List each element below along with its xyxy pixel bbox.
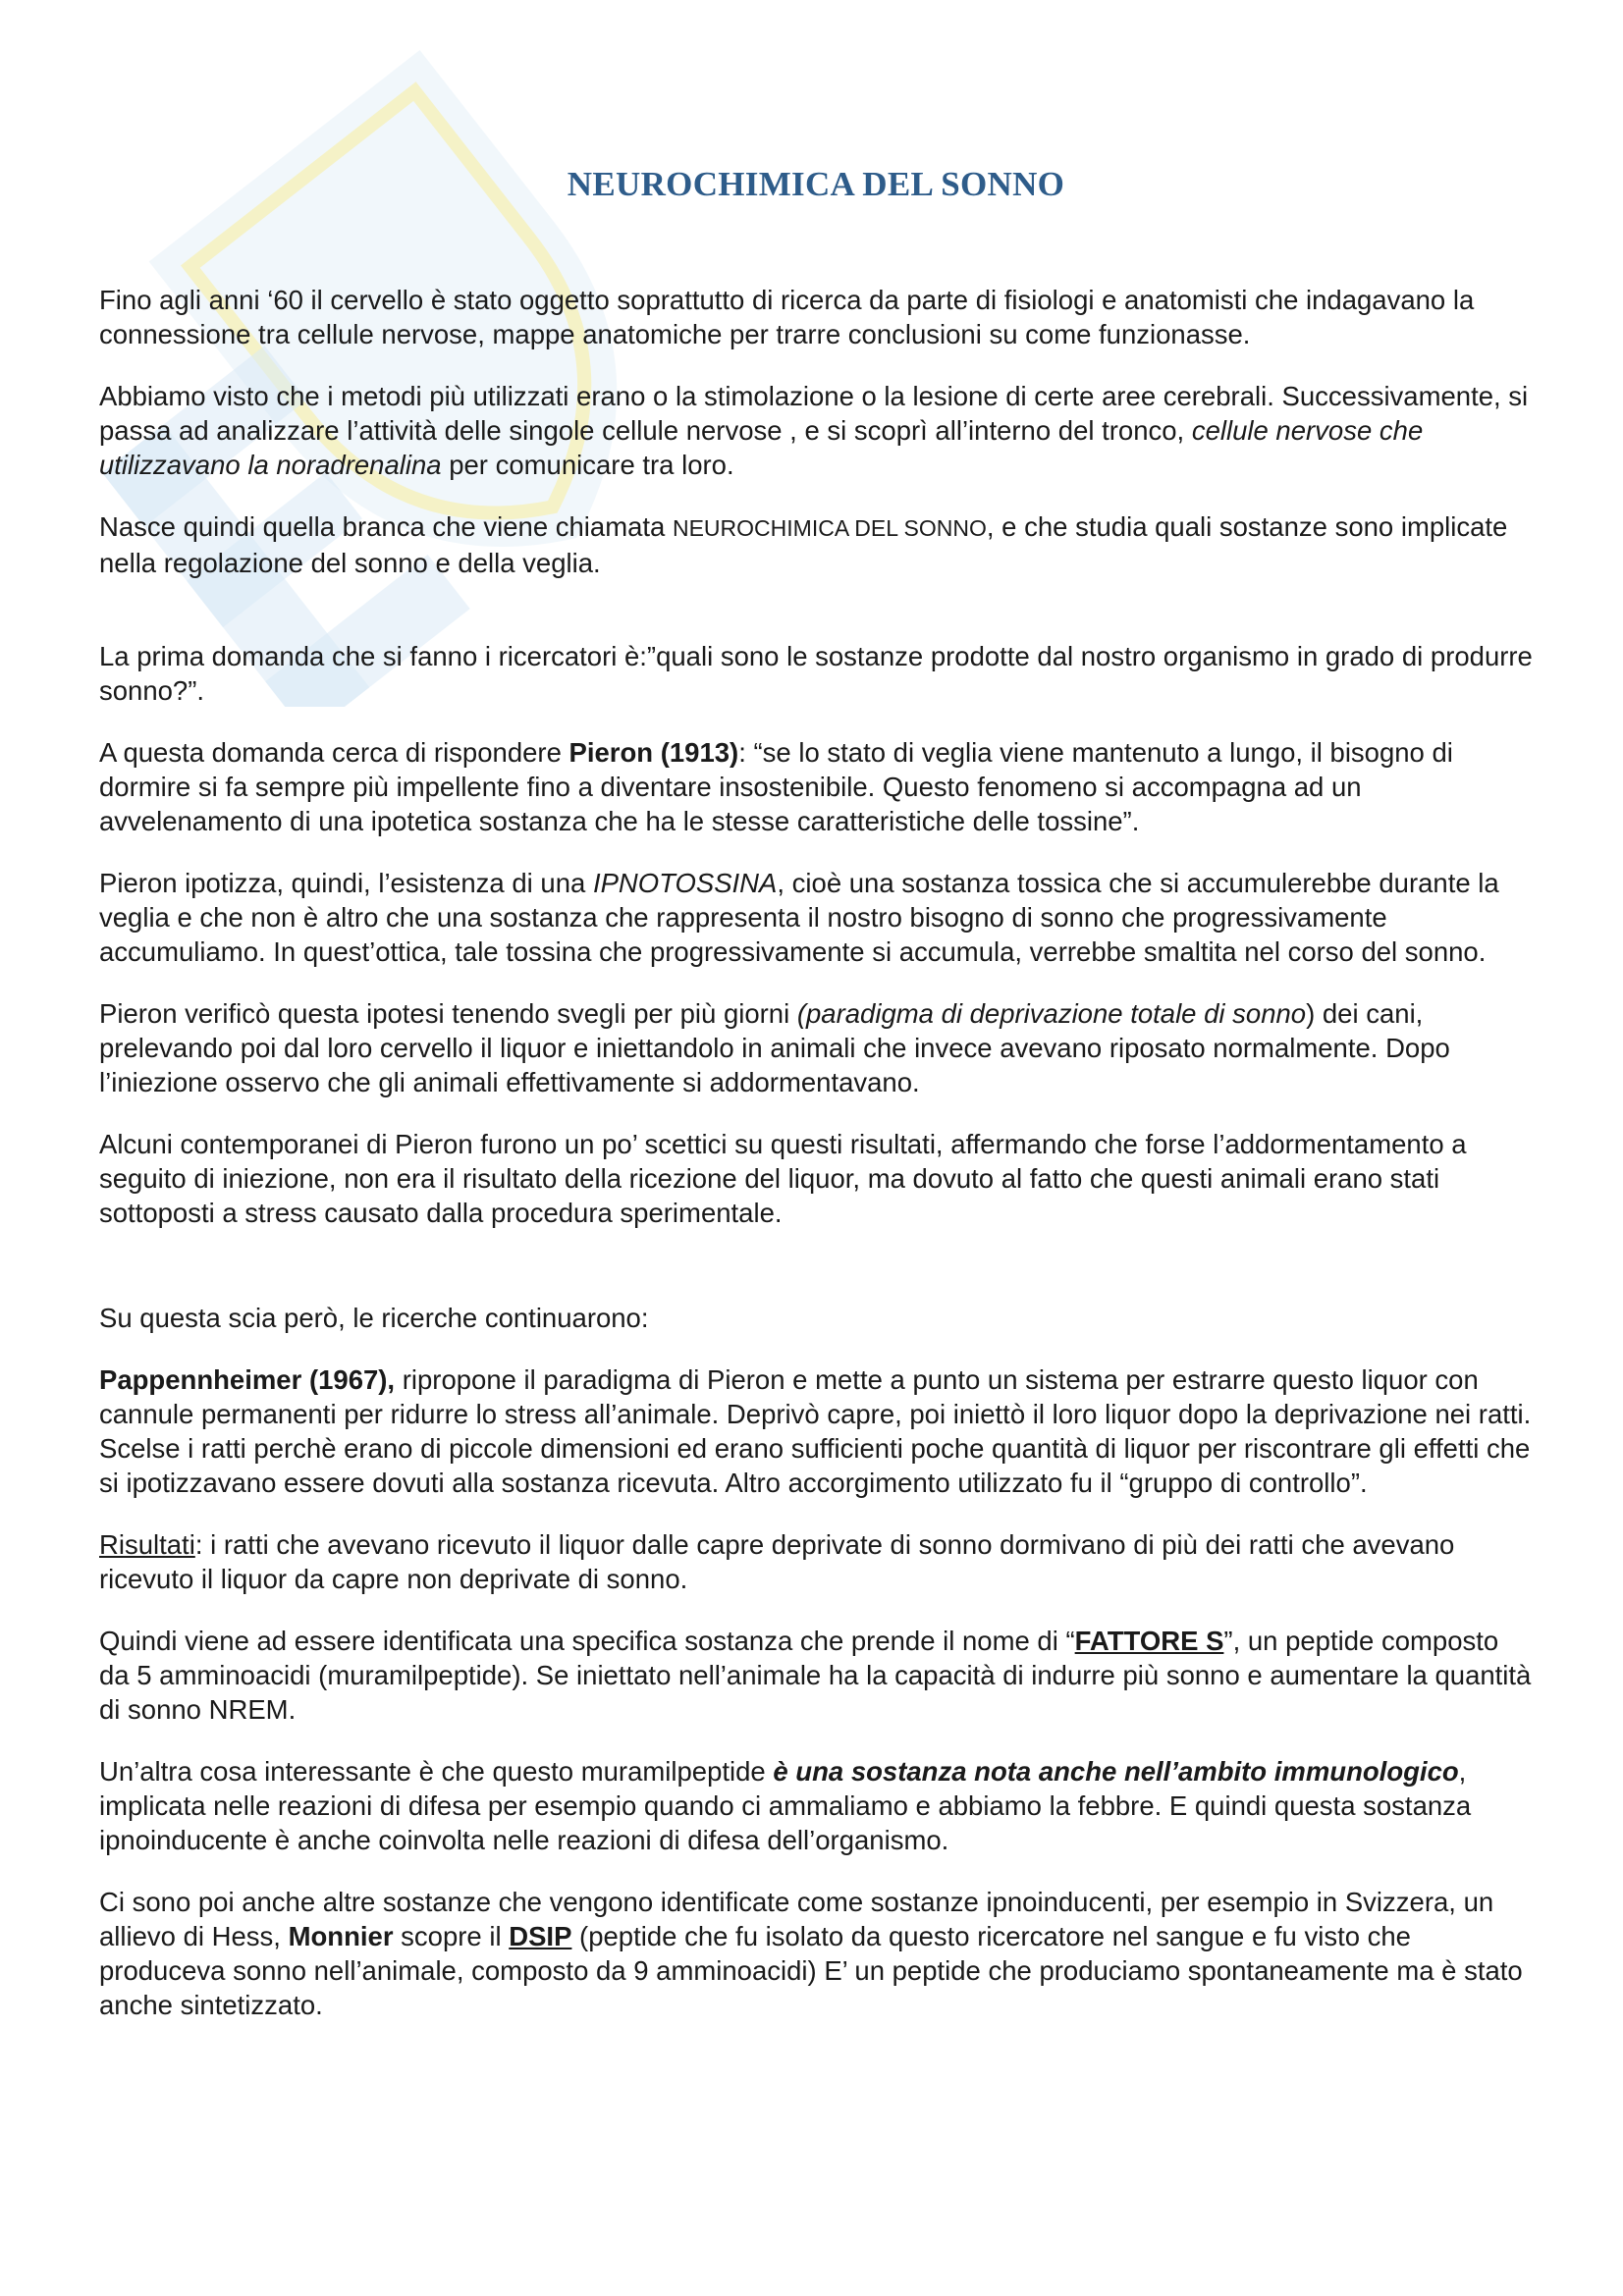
paragraph-5: A questa domanda cerca di rispondere Pieron (1913): “se lo stato di veglia viene mantenuto a lungo, il bisogno di dormire si fa sempre più impellente fino a diventare insostenibile. Questo fenomeno si accompagna ad un avvelenamento di una ipotetica sostanza che ha le stesse caratteristiche delle tossine”. [99, 737, 1453, 836]
paragraph-9: Su questa scia però, le ricerche continuarono: [99, 1303, 649, 1333]
paragraph-8: Alcuni contemporanei di Pieron furono un po’ scettici su questi risultati, affermando che forse l’addormentamento a seguito di iniezione, non era il risultato della ricezione del liquor, ma dovuto al fatto che questi animali erano stati sottoposti a stress causato dalla procedura sperimentale. [99, 1129, 1467, 1228]
paragraph-13: Un’altra cosa interessante è che questo muramilpeptide è una sostanza nota anche nell’ambito immunologico, implicata nelle reazioni di difesa per esempio quando ci ammaliamo e abbiamo la febbre. E quindi questa sostanza ipnoinducente è anche coinvolta nelle reazioni di difesa dell’organismo. [99, 1756, 1472, 1855]
document-body [99, 283, 1533, 2050]
paragraph-4: La prima domanda che si fanno i ricercatori è:”quali sono le sostanze prodotte dal nostro organismo in grado di produrre sonno?”. [99, 641, 1533, 706]
paragraph-10: Pappennheimer (1967), ripropone il paradigma di Pieron e mette a punto un sistema per estrarre questo liquor con cannule permanenti per ridurre lo stress all’animale. Deprivò capre, poi iniettò il loro liquor dopo la deprivazione nei ratti. Scelse i ratti perchè erano di piccole dimensioni ed erano sufficienti poche quantità di liquor per riscontrare gli effetti che si ipotizzavano essere dovuti alla sostanza ricevuta. Altro accorgimento utilizzato fu il “gruppo di controllo”. [99, 1364, 1532, 1498]
paragraph-6: Pieron ipotizza, quindi, l’esistenza di una IPNOTOSSINA, cioè una sostanza tossica che si accumulerebbe durante la veglia e che non è altro che una sostanza che rappresenta il nostro bisogno di sonno che progressivamente accumuliamo. In quest’ottica, tale tossina che progressivamente si accumula, verrebbe smaltita nel corso del sonno. [99, 868, 1499, 967]
paragraph-3: Nasce quindi quella branca che viene chiamata NEUROCHIMICA DEL SONNO, e che studia quali sostanze sono implicate nella regolazione del sonno e della veglia. [99, 511, 1508, 578]
paragraph-11: Risultati: i ratti che avevano ricevuto il liquor dalle capre deprivate di sonno dormivano di più dei ratti che avevano ricevuto il liquor da capre non deprivate di sonno. [99, 1529, 1455, 1594]
paragraph-7: Pieron verificò questa ipotesi tenendo svegli per più giorni (paradigma di deprivazione totale di sonno) dei cani, prelevando poi dal loro cervello il liquor e iniettandolo in animali che invece avevano riposato normalmente. Dopo l’iniezione osservo che gli animali effettivamente si addormentavano. [99, 998, 1450, 1097]
page-title: NEUROCHIMICA DEL SONNO [567, 165, 1065, 203]
paragraph-1: Fino agli anni ‘60 il cervello è stato oggetto soprattutto di ricerca da parte di fisiologi e anatomisti che indagavano la connessione tra cellule nervose, mappe anatomiche per trarre conclusioni su come funzionasse. [99, 285, 1475, 349]
paragraph-2: Abbiamo visto che i metodi più utilizzati erano o la stimolazione o la lesione di certe aree cerebrali. Successivamente, si passa ad analizzare l’attività delle singole cellule nervose , e si scoprì all’interno del tronco, cellule nervose che utilizzavano la noradrenalina per comunicare tra loro. [99, 381, 1529, 480]
paragraph-12: Quindi viene ad essere identificata una specifica sostanza che prende il nome di “FATTORE S”, un peptide composto da 5 amminoacidi (muramilpeptide). Se iniettato nell’animale ha la capacità di indurre più sonno e aumentare la quantità di sonno NREM. [99, 1626, 1532, 1725]
paragraph-14: Ci sono poi anche altre sostanze che vengono identificate come sostanze ipnoinducenti, per esempio in Svizzera, un allievo di Hess, Monnier scopre il DSIP (peptide che fu isolato da questo ricercatore nel sangue e fu visto che produceva sonno nell’animale, composto da 9 amminoacidi) E’ un peptide che produciamo spontaneamente ma è stato anche sintetizzato. [99, 1887, 1523, 2020]
